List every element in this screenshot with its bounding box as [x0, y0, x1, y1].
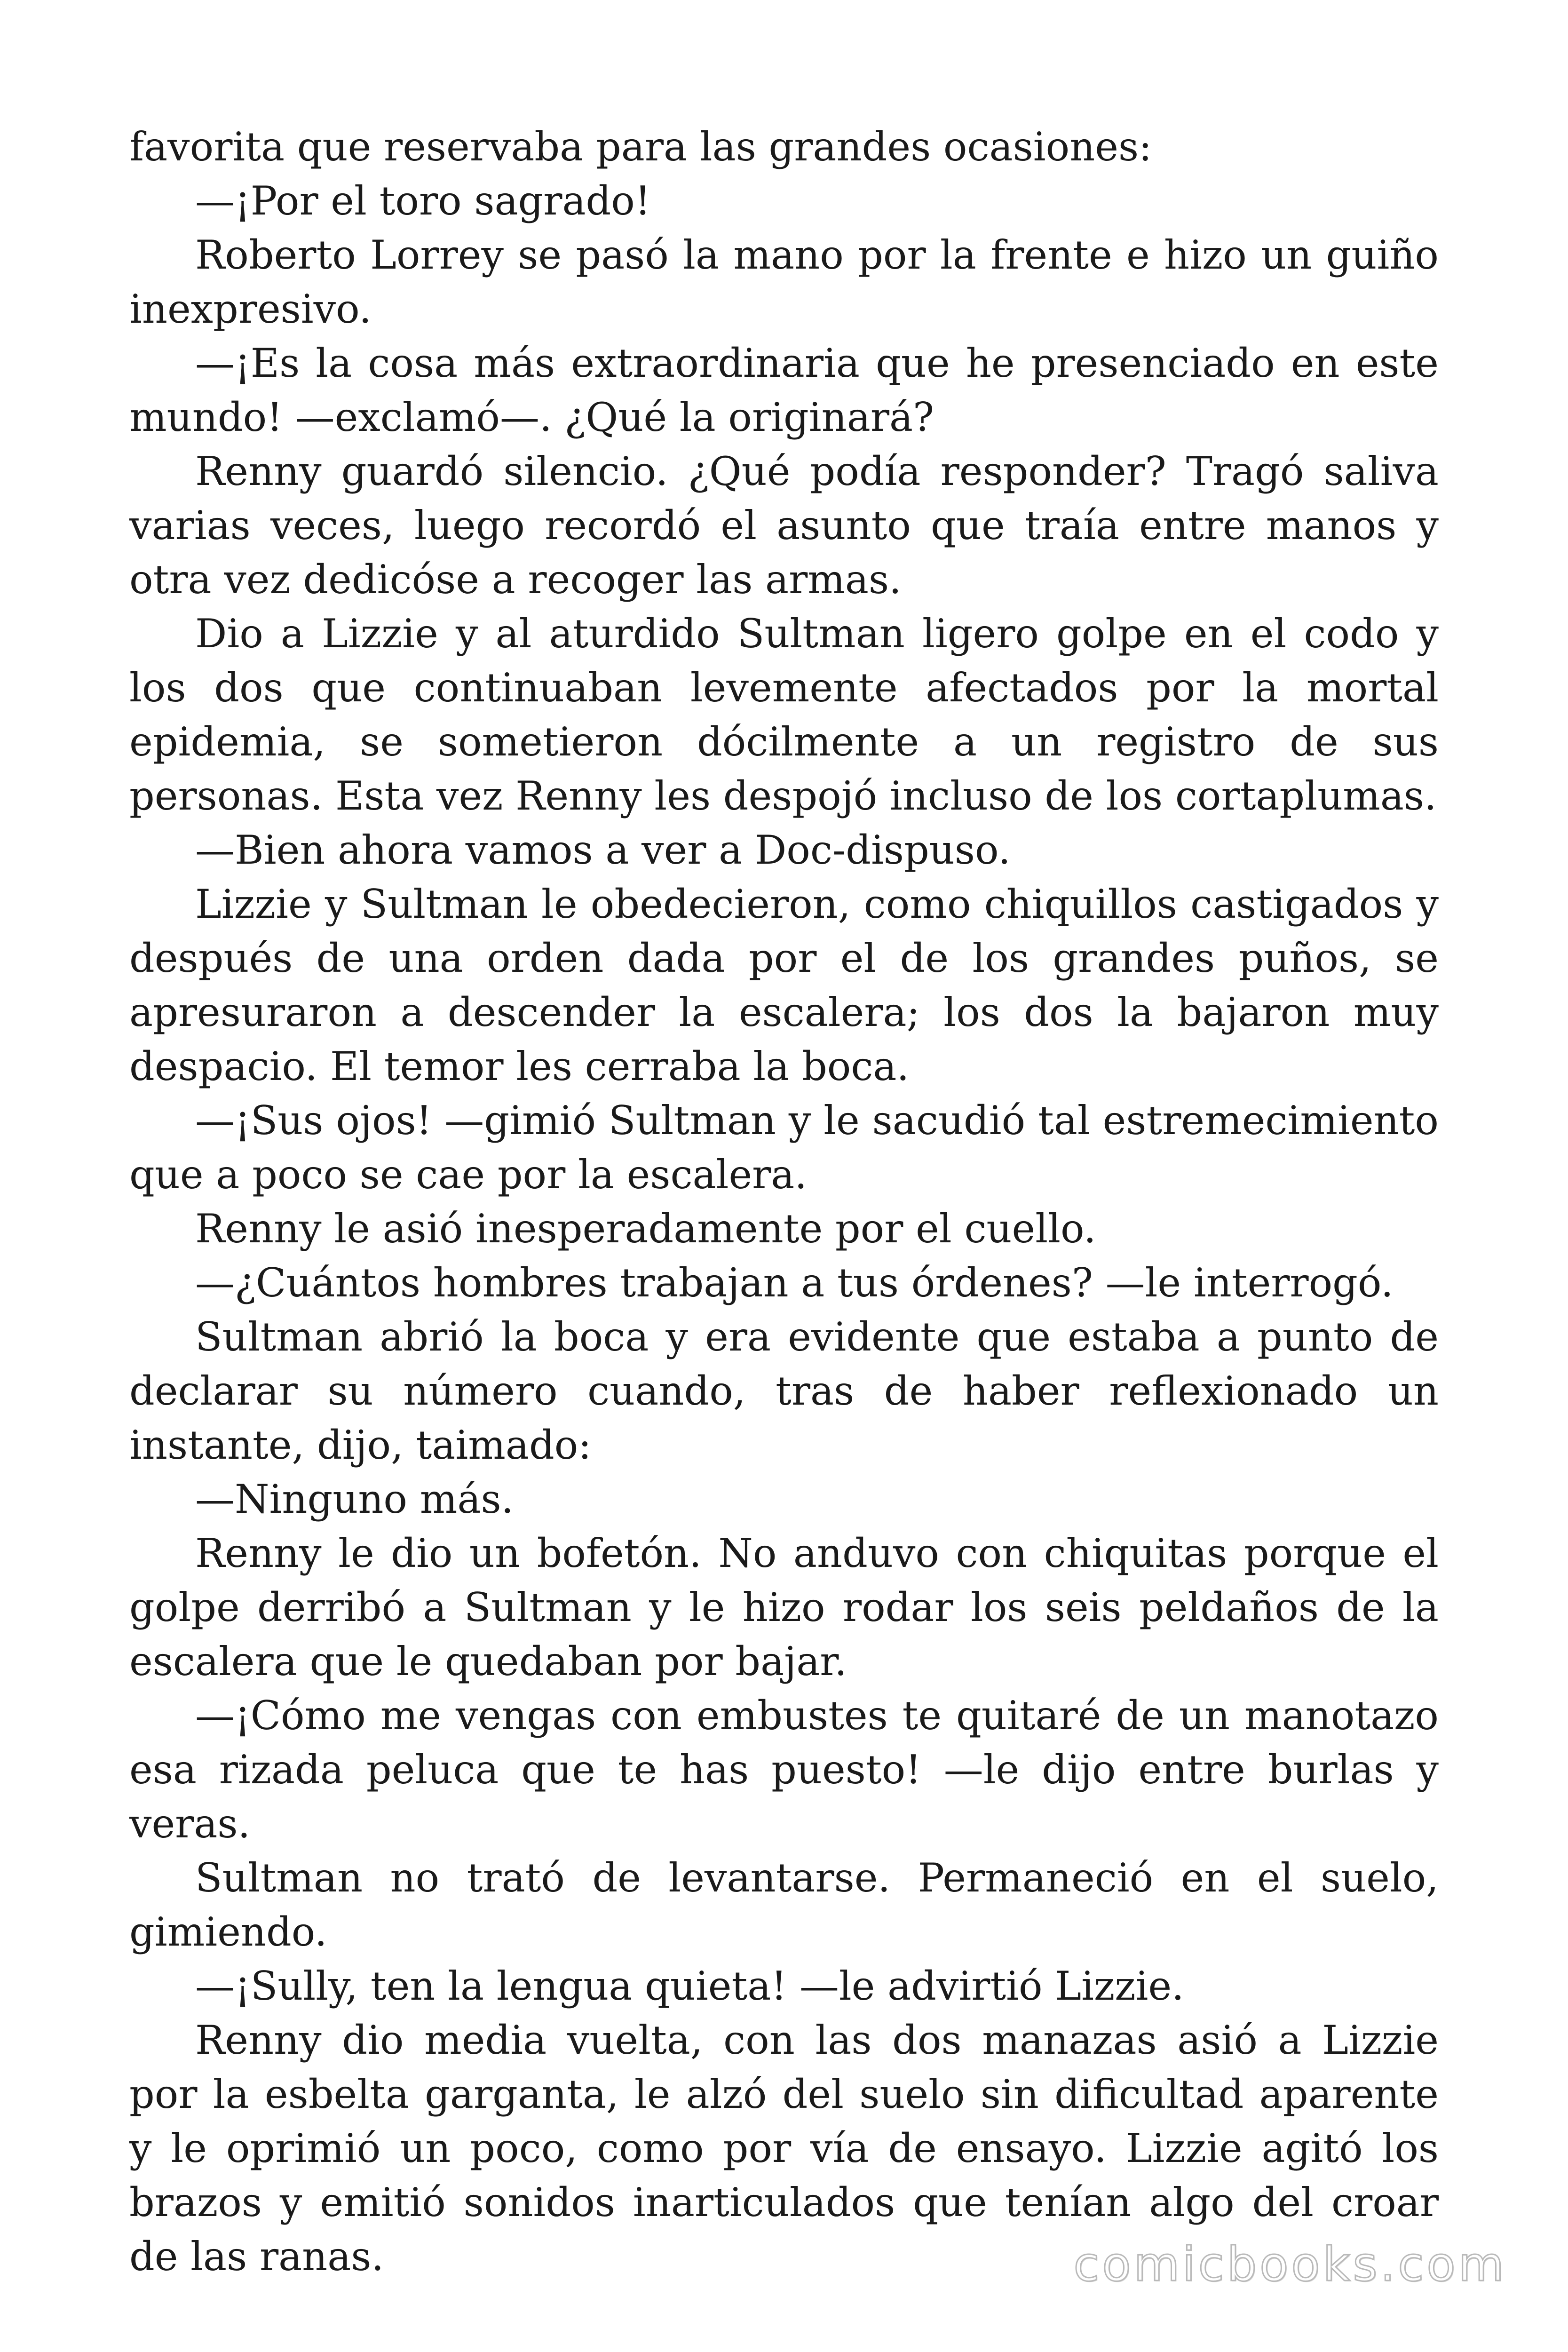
paragraph-13: —Ninguno más. [195, 1476, 514, 1522]
paragraph-3: Roberto Lorrey se pasó la mano por la frente e hizo un guiño inexpresivo. [129, 232, 1439, 332]
paragraph-10: Renny le asió inesperadamente por el cuello. [195, 1206, 1096, 1252]
paragraph-6: Dio a Lizzie y al aturdido Sultman ligero golpe en el codo y los dos que continuaban levemente afectados por la mortal epidemia, se sometieron dócilmente a un registro de sus personas. Esta vez Renny les despojó incluso de los cortaplumas. [129, 611, 1439, 819]
paragraph-11: —¿Cuántos hombres trabajan a tus órdenes? —le interrogó. [195, 1260, 1394, 1306]
paragraph-17: —¡Sully, ten la lengua quieta! —le advirtió Lizzie. [195, 1963, 1184, 2009]
paragraph-8: Lizzie y Sultman le obedecieron, como chiquillos castigados y después de una orden dada por el de los grandes puños, se apresuraron a descender la escalera; los dos la bajaron muy despacio. El temor les cerraba la boca. [129, 881, 1439, 1089]
paragraph-2: —¡Por el toro sagrado! [195, 178, 651, 224]
paragraph-9: —¡Sus ojos! —gimió Sultman y le sacudió tal estremecimiento que a poco se cae por la escalera. [129, 1097, 1439, 1198]
paragraph-18: Renny dio media vuelta, con las dos manazas asió a Lizzie por la esbelta garganta, le alzó del suelo sin dificultad aparente y le oprimió un poco, como por vía de ensayo. Lizzie agitó los brazos y emitió sonidos inarticulados que tenían algo del croar de las ranas. [129, 2017, 1439, 2280]
page-body [129, 120, 1439, 2284]
paragraph-4: —¡Es la cosa más extraordinaria que he presenciado en este mundo! —exclamó—. ¿Qué la originará? [129, 340, 1439, 440]
watermark: comicbooks.com [1073, 2237, 1507, 2292]
paragraph-7: —Bien ahora vamos a ver a Doc-dispuso. [195, 827, 1011, 873]
paragraph-5: Renny guardó silencio. ¿Qué podía responder? Tragó saliva varias veces, luego recordó el asunto que traía entre manos y otra vez dedicóse a recoger las armas. [129, 448, 1439, 603]
paragraph-16: Sultman no trató de levantarse. Permaneció en el suelo, gimiendo. [129, 1855, 1439, 1955]
paragraph-14: Renny le dio un bofetón. No anduvo con chiquitas porque el golpe derribó a Sultman y le hizo rodar los seis peldaños de la escalera que le quedaban por bajar. [129, 1530, 1439, 1685]
paragraph-12: Sultman abrió la boca y era evidente que estaba a punto de declarar su número cuando, tras de haber reflexionado un instante, dijo, taimado: [129, 1314, 1439, 1468]
paragraph-15: —¡Cómo me vengas con embustes te quitaré de un manotazo esa rizada peluca que te has puesto! —le dijo entre burlas y veras. [129, 1692, 1439, 1847]
paragraph-1: favorita que reservaba para las grandes ocasiones: [129, 124, 1152, 170]
